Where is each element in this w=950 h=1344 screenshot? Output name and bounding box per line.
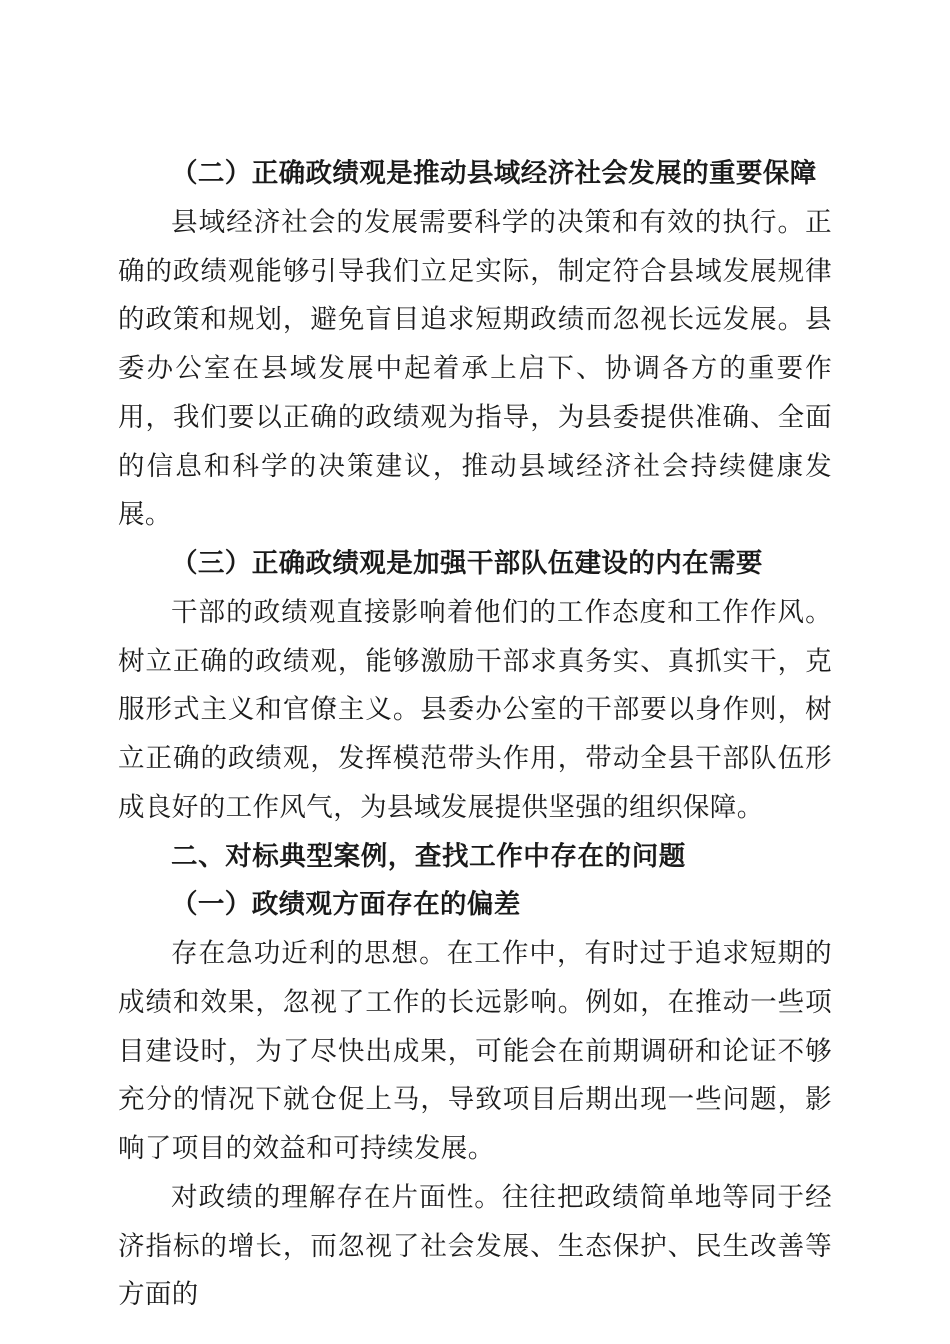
heading-section-2: 二、对标典型案例，查找工作中存在的问题 <box>171 840 686 872</box>
paragraph-1-2-body: 县域经济社会的发展需要科学的决策和有效的执行。正确的政绩观能够引导我们立足实际，制定符合县域发展规律的政策和规划，避免盲目追求短期政绩而忽视长远发展。县委办公室在县域发展中起着承上启下、协调各方的重要作用，我们要以正确的政绩观为指导，为县委提供准确、全面的信息和科学的决策建议，推动县域经济社会持续健康发展。 <box>118 206 832 531</box>
paragraph-2-1-body-2: 对政绩的理解存在片面性。往往把政绩简单地等同于经济指标的增长，而忽视了社会发展、生态保护、民生改善等方面的 <box>118 1181 832 1311</box>
paragraph-1-3-body: 干部的政绩观直接影响着他们的工作态度和工作作风。树立正确的政绩观，能够激励干部求真务实、真抓实干，克服形式主义和官僚主义。县委办公室的干部要以身作则，树立正确的政绩观，发挥模范带头作用，带动全县干部队伍形成良好的工作风气，为县域发展提供坚强的组织保障。 <box>118 596 832 823</box>
heading-section-1-3: （三）正确政绩观是加强干部队伍建设的内在需要 <box>171 548 763 579</box>
heading-section-2-1: （一）政绩观方面存在的偏差 <box>171 889 521 921</box>
paragraph-2-1-body-1: 存在急功近利的思想。在工作中，有时过于追求短期的成绩和效果，忽视了工作的长远影响。例如，在推动一些项目建设时，为了尽快出成果，可能会在前期调研和论证不够充分的情况下就仓促上马，导致项目后期出现一些问题，影响了项目的效益和可持续发展。 <box>118 938 832 1164</box>
heading-section-1-2: （二）正确政绩观是推动县域经济社会发展的重要保障 <box>171 158 817 189</box>
document-body <box>118 150 832 1320</box>
